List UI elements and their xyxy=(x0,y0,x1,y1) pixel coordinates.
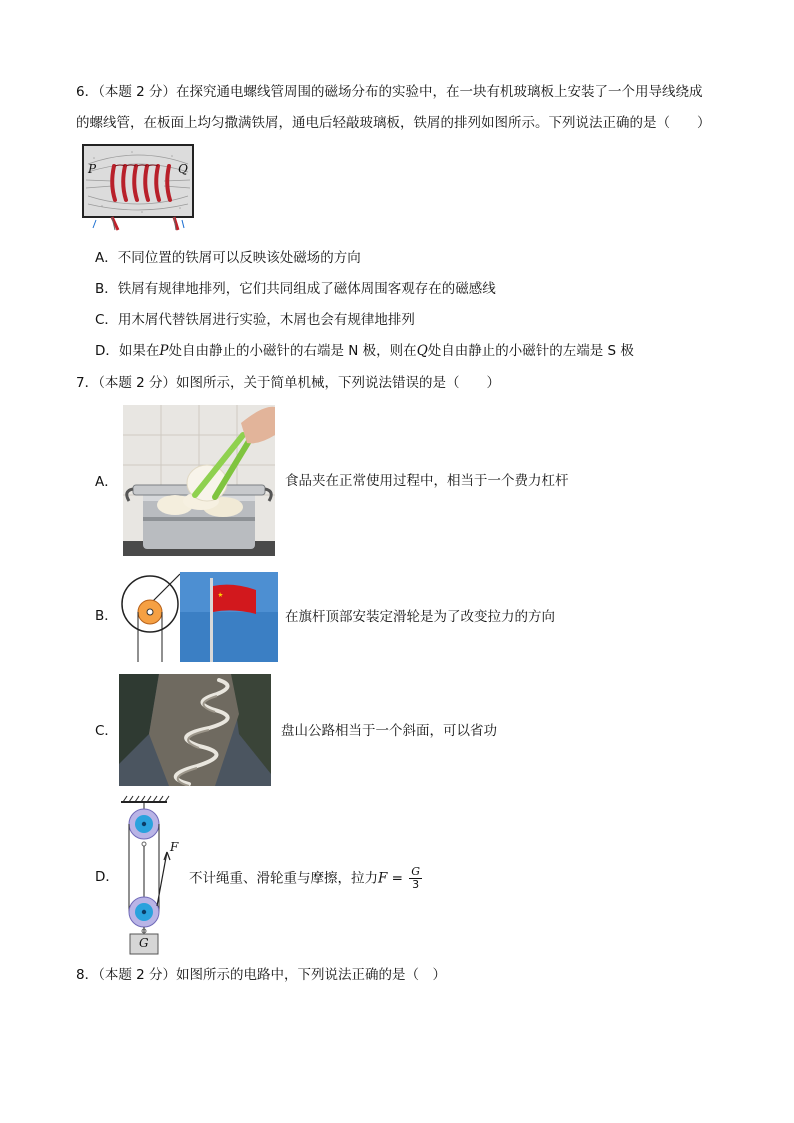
fraction-denominator: 3 xyxy=(412,878,420,891)
q6-option-a xyxy=(95,248,361,268)
q7-option-a-letter: A． xyxy=(95,474,118,490)
q7-mountain-road-photo xyxy=(119,674,271,786)
option-text: 铁屑有规律地排列，它们共同组成了磁体周围客观存在的磁感线 xyxy=(117,281,496,297)
q6-option-d xyxy=(95,341,634,361)
q6-label-q: Q xyxy=(178,162,188,176)
q7-food-tongs-photo xyxy=(123,405,275,556)
q6-stem-line2: 的螺线管，在板面上均匀撒满铁屑，通电后轻敲玻璃板，铁屑的排列如图所示。下列说法正确的是（ ） xyxy=(76,115,711,131)
fraction-numerator: G xyxy=(411,865,421,878)
q7-label-f: F xyxy=(170,840,179,854)
fraction-g-over-3 xyxy=(409,866,422,891)
option-letter: D． xyxy=(95,343,119,359)
option-text-pre: 如果在 xyxy=(118,343,160,359)
equals-sign: = xyxy=(387,870,408,887)
option-letter: B． xyxy=(95,281,118,297)
option-text-mid: 处自由静止的小磁针的右端是 N 极，则在 xyxy=(168,343,417,359)
q7-option-d-text xyxy=(189,866,422,891)
q7-option-c-text: 盘山公路相当于一个斜面，可以省功 xyxy=(281,723,497,739)
q7-label-g: G xyxy=(139,936,149,950)
point-p-label: P xyxy=(159,343,169,359)
q7-option-a-text: 食品夹在正常使用过程中，相当于一个费力杠杆 xyxy=(285,473,569,489)
q6-option-b xyxy=(95,279,496,299)
q6-solenoid-figure xyxy=(82,144,194,236)
q6-label-p: P xyxy=(88,162,97,176)
option-text: 用木屑代替铁屑进行实验，木屑也会有规律地排列 xyxy=(117,312,415,328)
q8-stem: 8．（本题 2 分）如图所示的电路中，下列说法正确的是（ ） xyxy=(76,967,447,983)
q7-flagpole-pulley-figure xyxy=(118,572,278,662)
option-text: 不同位置的铁屑可以反映该处磁场的方向 xyxy=(117,250,361,266)
q7-stem: 7．（本题 2 分）如图所示，关于简单机械，下列说法错误的是（ ） xyxy=(76,375,501,391)
option-letter: A． xyxy=(95,250,118,266)
option-letter: C． xyxy=(95,312,118,328)
option-text: 不计绳重、滑轮重与摩擦，拉力 xyxy=(189,870,378,887)
q7-pulley-block-figure xyxy=(115,794,185,956)
q7-option-b-letter: B． xyxy=(95,608,118,624)
q7-option-d-letter: D． xyxy=(95,869,119,885)
q6-stem-line1: 6．（本题 2 分）在探究通电螺线管周围的磁场分布的实验中，在一块有机玻璃板上安装了一个用导线绕成 xyxy=(76,84,703,100)
force-variable: F xyxy=(378,870,388,887)
point-q-label: Q xyxy=(416,343,428,359)
option-text-post: 处自由静止的小磁针的左端是 S 极 xyxy=(427,343,634,359)
q6-option-c xyxy=(95,310,415,330)
q7-option-b-text: 在旗杆顶部安装定滑轮是为了改变拉力的方向 xyxy=(285,609,555,625)
q7-option-c-letter: C． xyxy=(95,723,118,739)
